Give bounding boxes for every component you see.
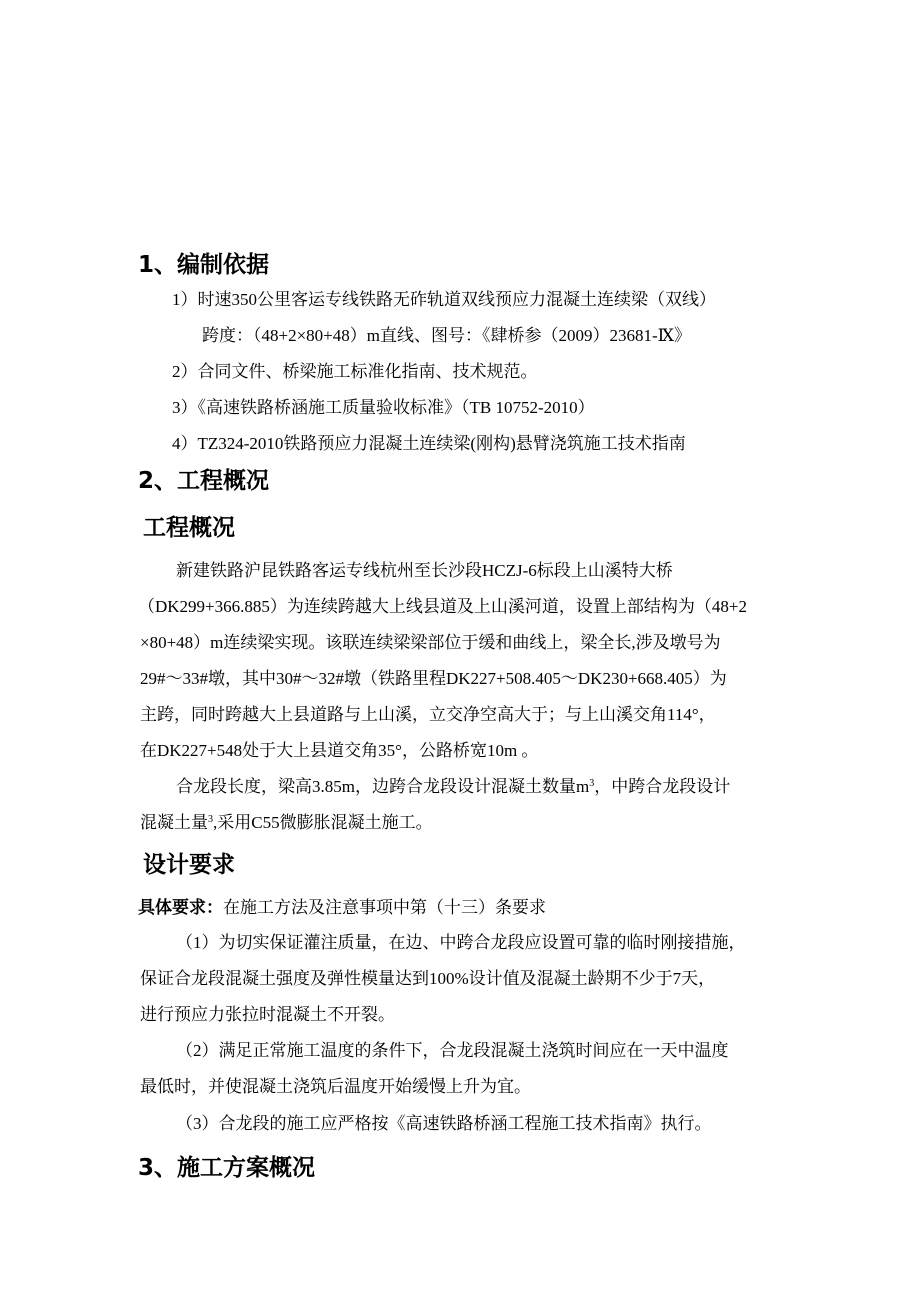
requirement-2-line-2: 最低时，并使混凝土浇筑后温度开始缓慢上升为宜。 (140, 1077, 531, 1096)
requirement-intro (138, 898, 546, 918)
closure-text-c: 混凝土量 (140, 813, 208, 832)
closure-text-b: ，中跨合龙段设计 (594, 777, 731, 796)
requirement-text: 在施工方法及注意事项中第（十三）条要求 (223, 898, 546, 917)
subheading-design-requirements: 设计要求 (143, 852, 235, 878)
overview-line-6: 在DK227+548处于大上县道交角35°，公路桥宽10m 。 (140, 741, 539, 760)
superscript: 3 (589, 778, 595, 789)
requirement-1-line-1: （1）为切实保证灌注质量，在边、中跨合龙段应设置可靠的临时刚接措施， (176, 933, 746, 952)
requirement-1-line-3: 进行预应力张拉时混凝土不开裂。 (140, 1005, 395, 1024)
basis-item-3: 3）《高速铁路桥涵施工质量验收标准》（TB 10752-2010） (172, 398, 595, 417)
requirement-2-line-1: （2）满足正常施工温度的条件下，合龙段混凝土浇筑时间应在一天中温度 (176, 1041, 729, 1060)
section-heading-2: 2、工程概况 (138, 468, 270, 494)
superscript: 3 (208, 814, 213, 825)
basis-item-2: 2）合同文件、桥梁施工标准化指南、技术规范。 (172, 362, 538, 381)
requirement-3: （3）合龙段的施工应严格按《高速铁路桥涵工程施工技术指南》执行。 (176, 1114, 712, 1133)
overview-line-2: （DK299+366.885）为连续跨越大上线县道及上山溪河道，设置上部结构为（48+2 (138, 597, 747, 616)
basis-item-1-line-1: 1）时速350公里客运专线铁路无砟轨道双线预应力混凝土连续梁（双线） (172, 290, 716, 309)
basis-item-4: 4）TZ324-2010铁路预应力混凝土连续梁(刚构)悬臂浇筑施工技术指南 (172, 434, 686, 453)
subheading-overview: 工程概况 (143, 515, 235, 541)
closure-text-d: ,采用C55微膨胀混凝土施工。 (213, 813, 433, 832)
overview-line-5: 主跨，同时跨越大上县道路与上山溪，立交净空高大于；与上山溪交角114°， (140, 705, 716, 724)
overview-line-3: ×80+48）m连续梁实现。该联连续梁梁部位于缓和曲线上，梁全长,涉及墩号为 (140, 633, 721, 652)
section-heading-3: 3、施工方案概况 (138, 1155, 316, 1181)
closure-line-1 (176, 777, 730, 797)
overview-line-1: 新建铁路沪昆铁路客运专线杭州至长沙段HCZJ-6标段上山溪特大桥 (176, 561, 673, 580)
section-heading-1: 1、编制依据 (138, 252, 270, 278)
closure-text-a: 合龙段长度，梁高3.85m，边跨合龙段设计混凝土数量m (176, 777, 590, 796)
overview-line-4: 29#～33#墩，其中30#～32#墩（铁路里程DK227+508.405～DK230+668.405）为 (140, 669, 727, 688)
requirement-label: 具体要求： (138, 898, 223, 918)
basis-item-1-line-2: 跨度：（48+2×80+48）m直线、图号：《肆桥参（2009）23681-Ⅸ》 (202, 326, 692, 345)
requirement-1-line-2: 保证合龙段混凝土强度及弹性模量达到100%设计值及混凝土龄期不少于7天， (140, 969, 716, 988)
closure-line-2 (140, 813, 433, 833)
